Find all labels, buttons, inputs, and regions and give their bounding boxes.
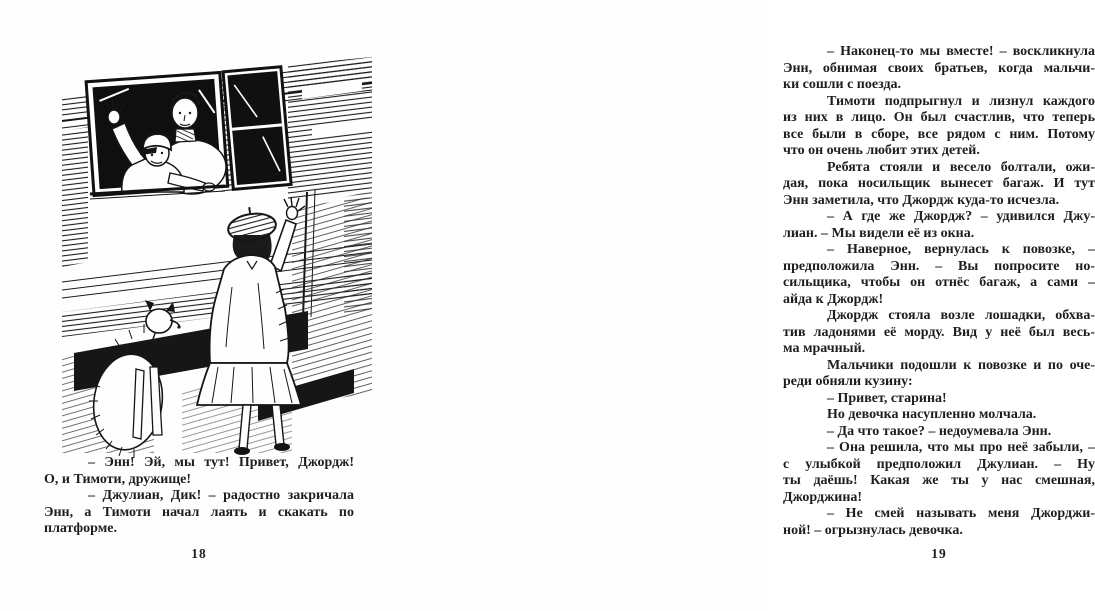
text-line: ной! – огрызнулась девочка. (783, 522, 963, 538)
text-line: с улыбкой предположил Джулиан. – Ну (783, 456, 1095, 472)
text-line: Джорджина! (783, 489, 863, 505)
text-line: айда к Джордж! (783, 291, 884, 307)
text-line: тив ладонями её морду. Вид у неё был весь- (783, 324, 1095, 340)
text-line: сильщика, чтобы он отнёс багаж, а сами – (783, 275, 1095, 290)
text-line: Энн, а Тимоти начал лаять и скакать по (44, 504, 354, 520)
text-line: – Привет, старина! (827, 390, 947, 406)
text-line: платформе. (44, 521, 117, 536)
right-page (385, 0, 1095, 611)
text-line: – Не смей называть меня Джорджи- (827, 506, 1095, 521)
text-line: Энн заметила, что Джордж куда-то исчезла. (783, 192, 1060, 208)
text-line: ки сошли с поезда. (783, 77, 902, 92)
left-page (0, 0, 385, 611)
text-line: Джордж стояла возле лошадки, обхва- (827, 308, 1095, 323)
text-line: – А где же Джордж? – удивился Джу- (827, 209, 1095, 224)
right-page-text (783, 44, 1095, 539)
text-line: из них в лицо. Он был счастлив, что теперь (783, 110, 1095, 125)
left-page-text (44, 455, 354, 538)
text-line: лиан. – Мы видели её из окна. (783, 225, 975, 241)
text-line: – Наверное, вернулась к повозке, – (827, 242, 1095, 257)
text-line: Мальчики подошли к повозке и по оче- (827, 357, 1095, 373)
text-line: ма мрачный. (783, 341, 866, 356)
text-line: Тимоти подпрыгнул и лизнул каждого (827, 93, 1095, 109)
text-line: – Энн! Эй, мы тут! Привет, Джордж! (88, 455, 354, 470)
text-line: предположила Энн. – Вы попросите но- (783, 258, 1095, 274)
text-line: все были в сборе, все рядом с ним. Потому (783, 126, 1095, 142)
right-page-number: 19 (931, 546, 947, 561)
text-line: Но девочка насупленно молчала. (827, 407, 1037, 422)
text-line: – Она решила, что мы про неё забыли, – (827, 440, 1095, 455)
text-line: – Наконец-то мы вместе! – воскликнула (827, 44, 1095, 59)
left-page-number: 18 (191, 546, 207, 561)
text-line: реди обняли кузину: (783, 374, 913, 389)
text-line: – Да что такое? – недоумевала Энн. (827, 423, 1052, 439)
text-line: Энн, обнимая своих братьев, когда мальчи- (783, 60, 1095, 76)
text-line: О, и Тимоти, дружище! (44, 471, 192, 487)
text-line: – Джулиан, Дик! – радостно закричала (88, 488, 354, 503)
text-line: ты даёшь! Какая же ты у нас смешная, (783, 473, 1095, 488)
text-line: что он очень любит этих детей. (783, 143, 980, 158)
text-line: Ребята стояли и весело болтали, ожи- (827, 159, 1095, 175)
train-platform-illustration (62, 57, 372, 455)
text-line: дая, пока носильщик вынесет багаж. И тут (783, 176, 1095, 191)
